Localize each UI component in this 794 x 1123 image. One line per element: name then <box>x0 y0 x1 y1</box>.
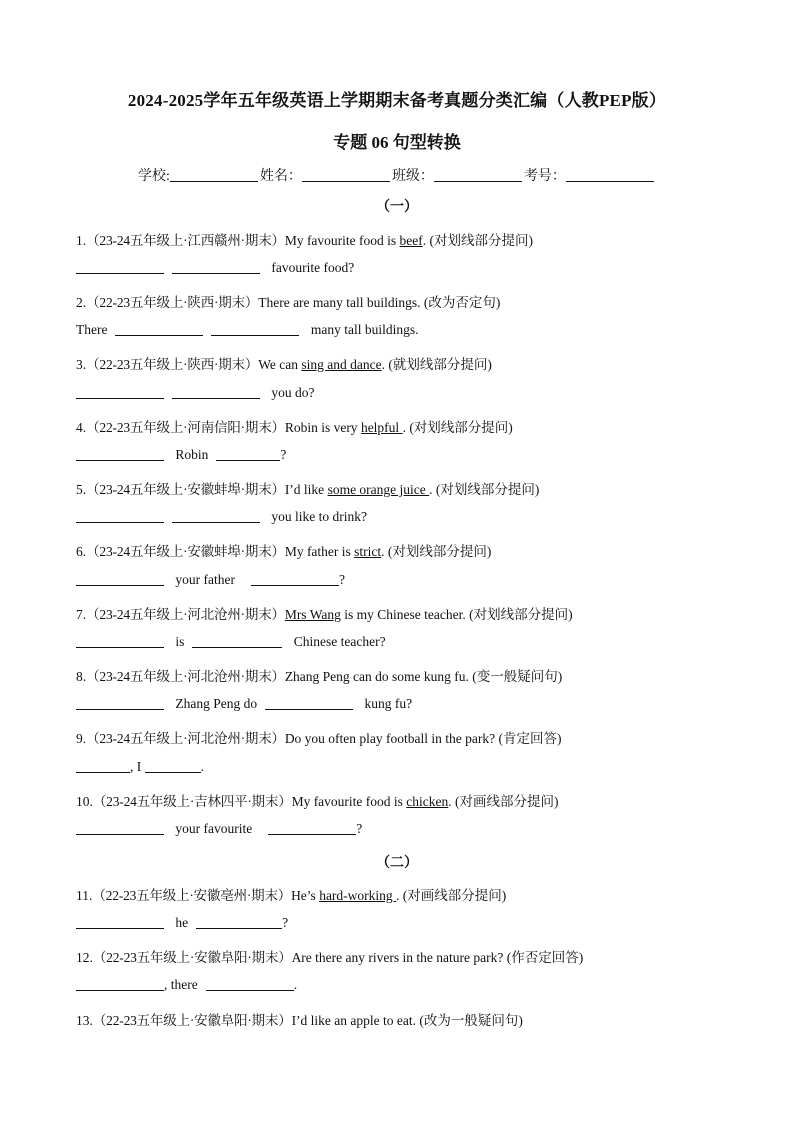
answer-text: you do? <box>271 385 315 400</box>
answer-blank[interactable] <box>76 915 164 929</box>
question-instruction: is my Chinese teacher. (对划线部分提问) <box>340 607 573 622</box>
answer-blank[interactable] <box>192 634 282 648</box>
question-source: （23-24五年级上·江西赣州·期末） <box>86 233 285 248</box>
question-1 <box>76 229 533 249</box>
answer-text: your favourite <box>175 821 253 836</box>
answer-line-6 <box>76 572 345 588</box>
underlined-text: beef <box>399 233 423 248</box>
answer-text: ? <box>282 915 289 930</box>
question-number: 6. <box>76 544 87 559</box>
answer-text: , there <box>164 977 198 992</box>
answer-blank[interactable] <box>216 447 280 461</box>
answer-text: Chinese teacher? <box>293 634 386 649</box>
answer-blank[interactable] <box>172 509 260 523</box>
answer-blank[interactable] <box>172 260 260 274</box>
answer-text: . <box>200 759 204 774</box>
answer-text: ? <box>280 447 287 462</box>
answer-text: ? <box>356 821 363 836</box>
answer-blank[interactable] <box>268 821 356 835</box>
question-2 <box>76 291 500 311</box>
question-source: （23-24五年级上·安徽蚌埠·期末） <box>86 544 285 559</box>
answer-line-4 <box>76 447 286 463</box>
school-blank[interactable] <box>170 167 258 182</box>
question-number: 2. <box>76 295 87 310</box>
answer-text: many tall buildings. <box>310 322 419 337</box>
question-source: （23-24五年级上·河北沧州·期末） <box>86 669 285 684</box>
question-text: There are many tall buildings. (改为否定句) <box>258 295 501 310</box>
student-info-row <box>0 165 794 185</box>
question-number: 10. <box>76 794 93 809</box>
question-instruction: . (对划线部分提问) <box>402 420 513 435</box>
answer-blank[interactable] <box>76 509 164 523</box>
answer-blank[interactable] <box>265 696 353 710</box>
question-instruction: . (对画线部分提问) <box>396 888 507 903</box>
underlined-text: chicken <box>406 794 449 809</box>
question-6 <box>76 540 491 560</box>
question-text: Are there any rivers in the nature park? (作否定回答) <box>291 950 584 965</box>
question-source: （22-23五年级上·河南信阳·期末） <box>86 420 285 435</box>
answer-blank[interactable] <box>206 977 294 991</box>
question-number: 13. <box>76 1013 93 1028</box>
answer-line-9 <box>76 759 204 775</box>
question-text: My father is <box>284 544 355 559</box>
question-text: I’d like an apple to eat. (改为一般疑问句) <box>291 1013 523 1028</box>
answer-line-3 <box>76 385 315 401</box>
question-5 <box>76 478 539 498</box>
answer-line-1 <box>76 260 354 276</box>
answer-text: he <box>175 915 189 930</box>
answer-line-5 <box>76 509 367 525</box>
answer-blank[interactable] <box>251 572 339 586</box>
name-blank[interactable] <box>302 167 390 182</box>
name-label: 姓名： <box>259 169 302 184</box>
question-3 <box>76 353 492 373</box>
question-text: My favourite food is <box>284 233 400 248</box>
answer-text: Zhang Peng do <box>175 696 258 711</box>
answer-blank[interactable] <box>76 260 164 274</box>
question-number: 8. <box>76 669 87 684</box>
question-instruction: . (就划线部分提问) <box>381 357 492 372</box>
answer-text: kung fu? <box>364 696 413 711</box>
answer-line-2 <box>76 322 418 338</box>
question-number: 1. <box>76 233 87 248</box>
underlined-text: Mrs Wang <box>284 607 341 622</box>
question-number: 5. <box>76 482 87 497</box>
answer-text: There <box>76 322 108 337</box>
underlined-text: sing and dance <box>301 357 382 372</box>
question-source: （22-23五年级上·安徽阜阳·期末） <box>92 950 292 965</box>
answer-blank[interactable] <box>76 977 164 991</box>
answer-line-10 <box>76 821 362 837</box>
question-8 <box>76 665 562 685</box>
question-source: （23-24五年级上·安徽蚌埠·期末） <box>86 482 285 497</box>
question-13 <box>76 1009 523 1029</box>
answer-blank[interactable] <box>76 821 164 835</box>
question-source: （22-23五年级上·安徽亳州·期末） <box>92 888 292 903</box>
answer-blank[interactable] <box>172 385 260 399</box>
answer-text: Robin <box>175 447 209 462</box>
answer-text: you like to drink? <box>271 509 367 524</box>
document-subtitle: 专题 06 句型转换 <box>333 133 461 152</box>
question-number: 4. <box>76 420 87 435</box>
document-title: 2024-2025学年五年级英语上学期期末备考真题分类汇编（人教PEP版） <box>127 91 667 110</box>
section-heading-two: （二） <box>376 856 418 871</box>
answer-blank[interactable] <box>76 447 164 461</box>
answer-blank[interactable] <box>145 759 201 773</box>
question-instruction: . (对划线部分提问) <box>429 482 540 497</box>
answer-blank[interactable] <box>115 322 203 336</box>
question-text: My favourite food is <box>291 794 407 809</box>
number-blank[interactable] <box>566 167 654 182</box>
answer-line-8 <box>76 696 412 712</box>
underlined-text: helpful <box>360 420 403 435</box>
answer-blank[interactable] <box>76 759 130 773</box>
question-number: 9. <box>76 731 87 746</box>
question-text: We can <box>258 357 302 372</box>
answer-blank[interactable] <box>211 322 299 336</box>
section-heading-one: （一） <box>376 200 418 215</box>
answer-blank[interactable] <box>76 385 164 399</box>
answer-text: ? <box>338 572 345 587</box>
question-text: He’s <box>291 888 320 903</box>
question-source: （22-23五年级上·陕西·期末） <box>86 295 259 310</box>
question-4 <box>76 416 513 436</box>
answer-text: favourite food? <box>271 260 355 275</box>
answer-line-7 <box>76 634 386 650</box>
question-number: 3. <box>76 357 87 372</box>
question-11 <box>76 884 506 904</box>
question-source: （23-24五年级上·河北沧州·期末） <box>86 607 285 622</box>
number-label: 考号： <box>523 169 566 184</box>
answer-line-12 <box>76 977 297 993</box>
class-label: 班级： <box>391 169 434 184</box>
answer-text: is <box>175 634 185 649</box>
answer-blank[interactable] <box>76 696 164 710</box>
answer-line-11 <box>76 915 288 931</box>
question-source: （23-24五年级上·吉林四平·期末） <box>92 794 292 809</box>
underlined-text: strict <box>354 544 382 559</box>
question-number: 7. <box>76 607 87 622</box>
question-12 <box>76 946 583 966</box>
question-source: （22-23五年级上·安徽阜阳·期末） <box>92 1013 292 1028</box>
answer-blank[interactable] <box>76 634 164 648</box>
answer-text: your father <box>175 572 235 587</box>
question-instruction: . (对画线部分提问) <box>448 794 559 809</box>
question-number: 12. <box>76 950 93 965</box>
question-9 <box>76 727 562 747</box>
question-source: （23-24五年级上·河北沧州·期末） <box>86 731 285 746</box>
underlined-text: some orange juice <box>327 482 430 497</box>
question-text: Do you often play football in the park? (肯定回答) <box>284 731 562 746</box>
question-text: Robin is very <box>284 420 361 435</box>
answer-blank[interactable] <box>196 915 282 929</box>
question-source: （22-23五年级上·陕西·期末） <box>86 357 259 372</box>
answer-text: . <box>293 977 298 992</box>
answer-text: , I <box>130 759 142 774</box>
question-text: Zhang Peng can do some kung fu. (变一般疑问句) <box>284 669 563 684</box>
question-text: I’d like <box>284 482 328 497</box>
question-10 <box>76 790 559 810</box>
school-label: 学校: <box>138 169 170 184</box>
question-number: 11. <box>76 888 93 903</box>
class-blank[interactable] <box>434 167 522 182</box>
question-instruction: . (对划线部分提问) <box>422 233 534 248</box>
answer-blank[interactable] <box>76 572 164 586</box>
question-instruction: . (对划线部分提问) <box>381 544 492 559</box>
question-7 <box>76 603 573 623</box>
underlined-text: hard-working <box>319 888 397 903</box>
